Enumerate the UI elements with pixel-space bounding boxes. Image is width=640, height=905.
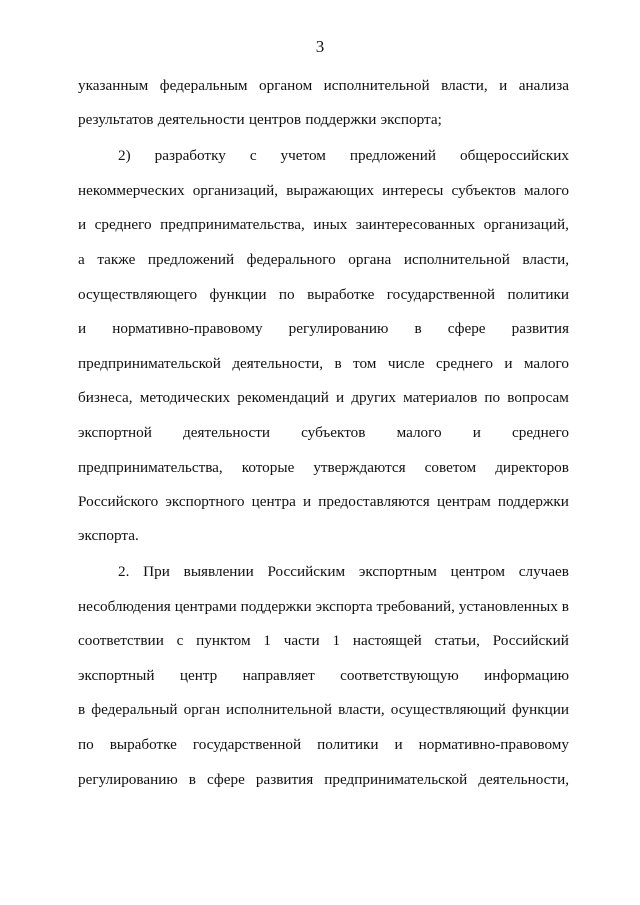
text-line: 2. При выявлении Российским экспортным центром случаев [118, 563, 569, 580]
text-line: в федеральный орган исполнительной власти, осуществляющий функции [78, 701, 569, 718]
text-line: предпринимательской деятельности, в том числе среднего и малого [78, 355, 569, 372]
text-line: экспортной деятельности субъектов малого и среднего [78, 424, 569, 441]
page-number: 3 [315, 37, 325, 56]
text-line: экспорта. [78, 527, 139, 544]
text-line: несоблюдения центрами поддержки экспорта требований, установленных в [78, 598, 569, 615]
text-line: бизнеса, методических рекомендаций и других материалов по вопросам [78, 389, 569, 406]
text-line: по выработке государственной политики и нормативно-правовому [78, 736, 569, 753]
text-line: а также предложений федерального органа исполнительной власти, [78, 251, 569, 268]
text-line: и среднего предпринимательства, иных заинтересованных организаций, [78, 216, 569, 233]
text-line: результатов деятельности центров поддержки экспорта; [78, 111, 442, 128]
text-line: предпринимательства, которые утверждаются советом директоров [78, 459, 569, 476]
text-line: соответствии с пунктом 1 части 1 настоящей статьи, Российский [78, 632, 569, 649]
text-line: некоммерческих организаций, выражающих интересы субъектов малого [78, 182, 569, 199]
text-line: Российского экспортного центра и предоставляются центрам поддержки [78, 493, 569, 510]
text-line: и нормативно-правовому регулированию в сфере развития [78, 320, 569, 337]
text-line: регулированию в сфере развития предпринимательской деятельности, [78, 771, 569, 788]
text-line: 2) разработку с учетом предложений общероссийских [118, 147, 569, 164]
text-line: указанным федеральным органом исполнительной власти, и анализа [78, 77, 569, 94]
text-line: экспортный центр направляет соответствующую информацию [78, 667, 569, 684]
text-line: осуществляющего функции по выработке государственной политики [78, 286, 569, 303]
